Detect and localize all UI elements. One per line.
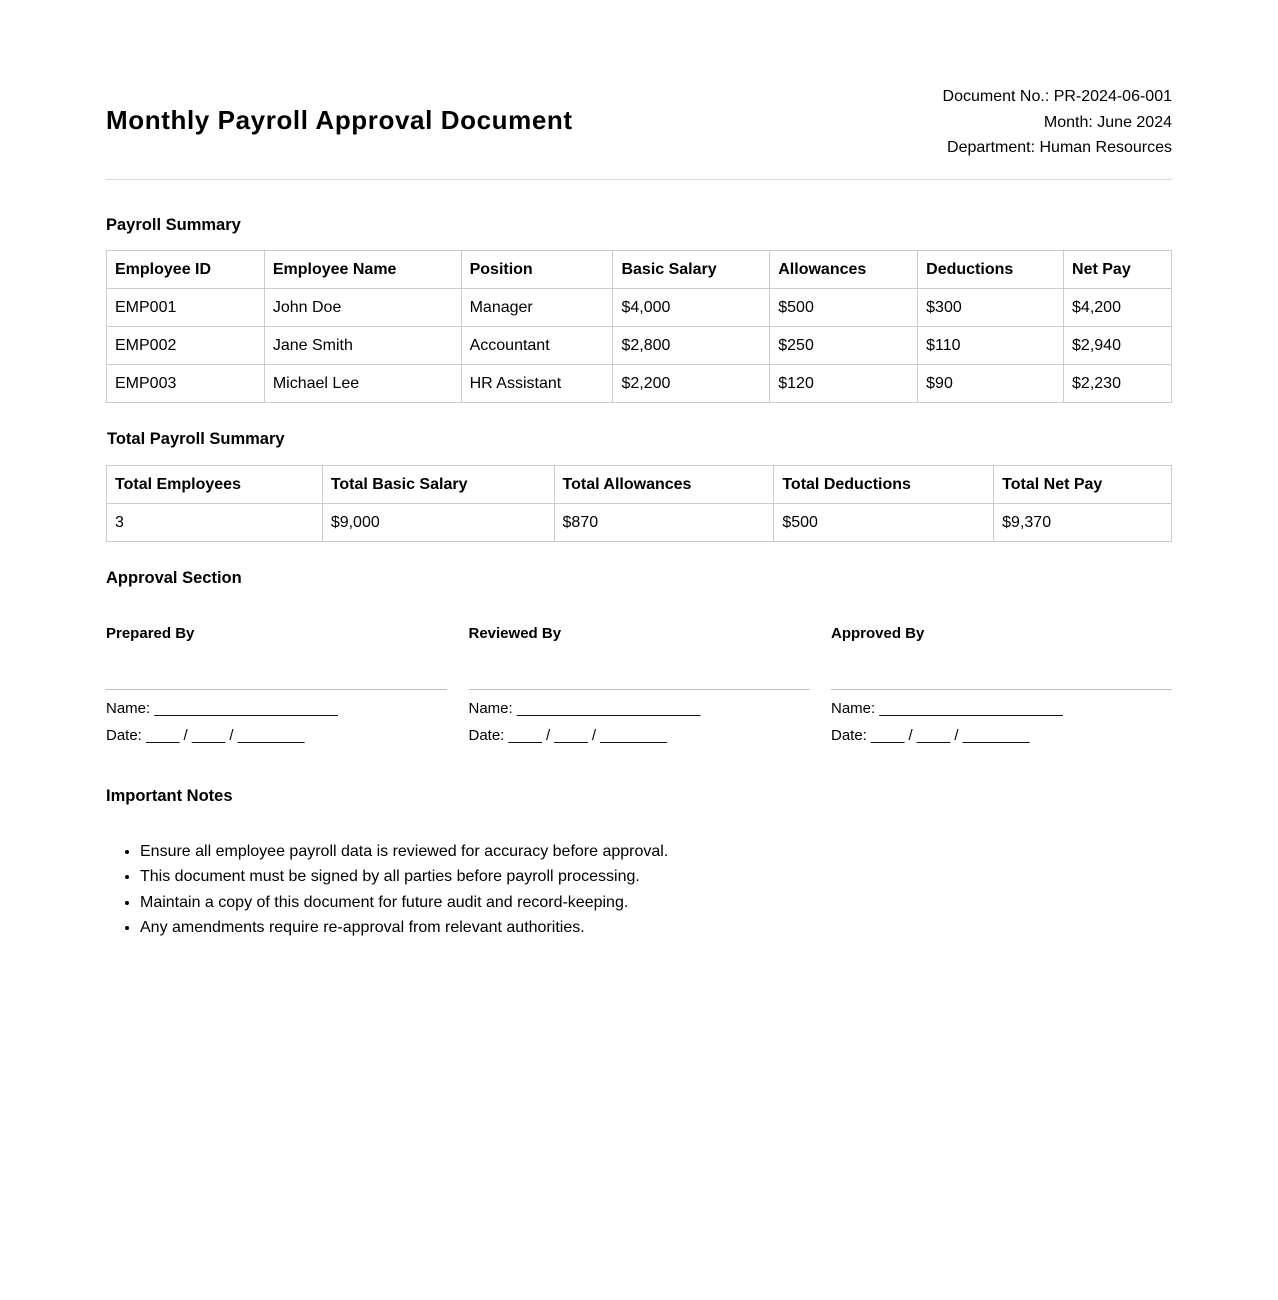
table-row: [107, 504, 1172, 542]
total-payroll-summary-table: [106, 465, 1172, 542]
cell-total-allowances: $870: [554, 504, 774, 542]
cell-net-pay: $2,940: [1064, 327, 1172, 365]
cell-position: Accountant: [461, 327, 613, 365]
cell-employee-name: Michael Lee: [264, 365, 461, 403]
cell-allowances: $500: [770, 289, 918, 327]
cell-basic-salary: $4,000: [613, 289, 770, 327]
cell-employee-id: EMP001: [107, 289, 265, 327]
column-header-employee-id: Employee ID: [107, 251, 265, 289]
table-row: [107, 327, 1172, 365]
signature-line: [469, 689, 810, 690]
approval-section: [106, 624, 1172, 749]
cell-total-employees: 3: [107, 504, 323, 542]
column-header-allowances: Allowances: [770, 251, 918, 289]
payroll-document: [106, 0, 1172, 940]
total-payroll-summary-title: Total Payroll Summary: [107, 430, 285, 448]
cell-position: Manager: [461, 289, 613, 327]
document-number: Document No.: PR-2024-06-001: [942, 88, 1172, 105]
cell-basic-salary: $2,200: [613, 365, 770, 403]
prepared-by-label: Prepared By: [106, 625, 195, 642]
cell-position: HR Assistant: [461, 365, 613, 403]
table-row: [107, 289, 1172, 327]
payroll-header-row: [107, 251, 1172, 289]
cell-net-pay: $2,230: [1064, 365, 1172, 403]
cell-deductions: $110: [918, 327, 1064, 365]
reviewed-by-label: Reviewed By: [468, 625, 562, 642]
column-header-total-employees: Total Employees: [107, 466, 323, 504]
signature-line: [831, 689, 1172, 690]
cell-total-basic-salary: $9,000: [322, 504, 554, 542]
name-field: Name: ______________________: [468, 700, 701, 717]
name-field: Name: ______________________: [106, 700, 338, 717]
document-header: [106, 84, 1172, 180]
cell-net-pay: $4,200: [1064, 289, 1172, 327]
signature-line: [106, 689, 447, 690]
cell-employee-id: EMP002: [107, 327, 265, 365]
column-header-total-allowances: Total Allowances: [554, 466, 774, 504]
cell-allowances: $250: [770, 327, 918, 365]
column-header-position: Position: [461, 251, 613, 289]
document-department: Department: Human Resources: [947, 139, 1172, 156]
payroll-summary-title: Payroll Summary: [106, 216, 241, 234]
column-header-total-deductions: Total Deductions: [774, 466, 994, 504]
cell-total-deductions: $500: [774, 504, 994, 542]
reviewed-by-block: [469, 624, 810, 749]
column-header-total-net-pay: Total Net Pay: [994, 466, 1172, 504]
cell-employee-name: John Doe: [264, 289, 461, 327]
date-field: Date: ____ / ____ / ________: [831, 727, 1030, 744]
table-row: [107, 365, 1172, 403]
list-item: • Ensure all employee payroll data is reviewed for accuracy before approval.: [140, 839, 1172, 864]
cell-deductions: $300: [918, 289, 1064, 327]
approved-by-label: Approved By: [831, 625, 925, 642]
cell-employee-name: Jane Smith: [264, 327, 461, 365]
list-item: • Any amendments require re-approval from relevant authorities.: [140, 915, 1172, 940]
column-header-deductions: Deductions: [918, 251, 1064, 289]
column-header-net-pay: Net Pay: [1064, 251, 1172, 289]
list-item: • Maintain a copy of this document for future audit and record-keeping.: [140, 890, 1172, 915]
document-title: Monthly Payroll Approval Document: [106, 105, 573, 135]
cell-allowances: $120: [770, 365, 918, 403]
approval-section-title: Approval Section: [106, 569, 242, 587]
important-notes-list: [106, 839, 1172, 940]
column-header-total-basic-salary: Total Basic Salary: [322, 466, 554, 504]
date-field: Date: ____ / ____ / ________: [106, 727, 305, 744]
cell-basic-salary: $2,800: [613, 327, 770, 365]
cell-total-net-pay: $9,370: [994, 504, 1172, 542]
approved-by-block: [831, 624, 1172, 749]
cell-employee-id: EMP003: [107, 365, 265, 403]
date-field: Date: ____ / ____ / ________: [468, 727, 668, 744]
important-notes-title: Important Notes: [106, 787, 233, 805]
list-item: • This document must be signed by all parties before payroll processing.: [140, 864, 1172, 889]
totals-header-row: [107, 466, 1172, 504]
prepared-by-block: [106, 624, 447, 749]
payroll-summary-table: [106, 250, 1172, 403]
column-header-basic-salary: Basic Salary: [613, 251, 770, 289]
column-header-employee-name: Employee Name: [264, 251, 461, 289]
document-month: Month: June 2024: [1043, 113, 1172, 131]
cell-deductions: $90: [918, 365, 1064, 403]
document-meta: [943, 84, 1172, 161]
name-field: Name: ______________________: [831, 700, 1063, 717]
